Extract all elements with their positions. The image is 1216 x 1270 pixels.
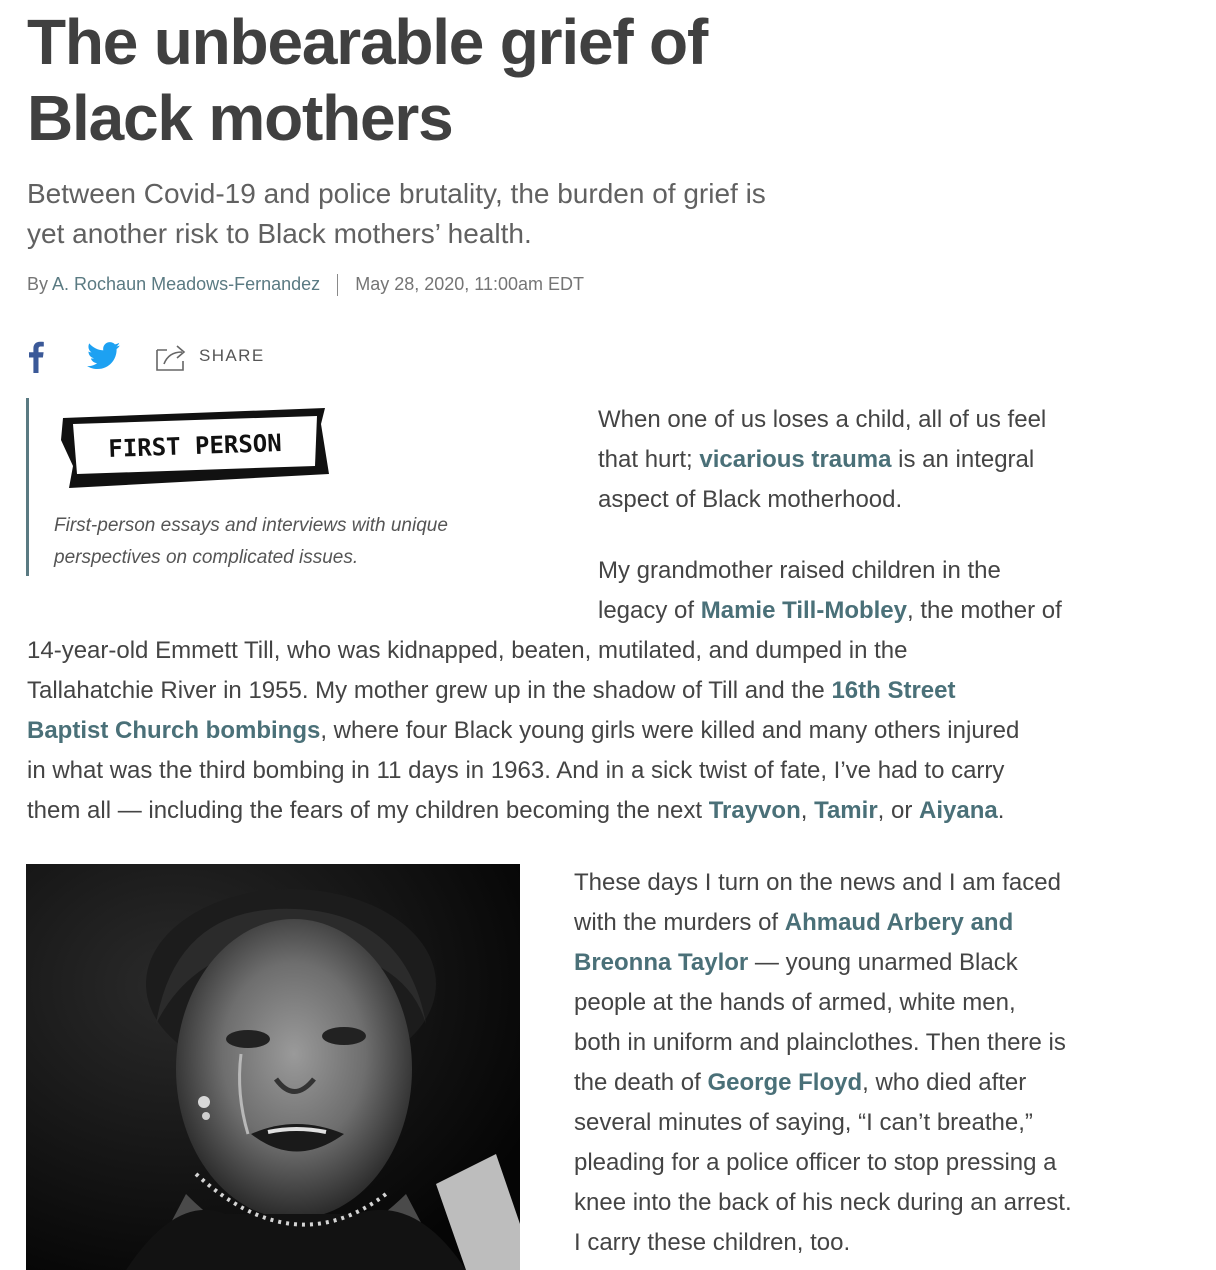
paragraph-3	[574, 863, 1134, 1263]
paragraph-1	[598, 400, 1118, 520]
text: , who died after	[862, 1069, 1027, 1096]
article-headline	[27, 4, 907, 156]
text: 14-year-old Emmett Till, who was kidnapped, beaten, mutilated, and dumped in the	[27, 637, 908, 664]
author-link[interactable]: A. Rochaun Meadows-Fernandez	[52, 274, 321, 294]
text: pleading for a police officer to stop pressing a	[574, 1149, 1057, 1176]
text: both in uniform and plainclothes. Then there is	[574, 1029, 1066, 1056]
share-icon[interactable]	[155, 342, 189, 377]
dek-line-2: yet another risk to Black mothers’ health.	[27, 218, 532, 249]
text: legacy of	[598, 597, 701, 624]
text: , the mother of	[907, 597, 1062, 624]
first-person-box	[26, 398, 529, 576]
text: aspect of Black motherhood.	[598, 486, 903, 513]
link-ahmaud-arbery[interactable]: Ahmaud Arbery and	[784, 909, 1014, 936]
text: My grandmother raised children in the	[598, 557, 1001, 584]
headline-line-1: The unbearable grief of	[27, 6, 708, 78]
text: knee into the back of his neck during an arrest.	[574, 1189, 1072, 1216]
text: When one of us loses a child, all of us feel	[598, 406, 1047, 433]
text: people at the hands of armed, white men,	[574, 989, 1016, 1016]
text: .	[997, 797, 1005, 824]
article-photo	[26, 864, 520, 1270]
link-baptist-church-bombings[interactable]: Baptist Church bombings	[27, 717, 321, 744]
headline-line-2: Black mothers	[27, 82, 453, 154]
first-person-logo	[59, 404, 331, 495]
text: them all — including the fears of my children becoming the next	[27, 797, 709, 824]
facebook-icon[interactable]	[27, 338, 45, 379]
paragraph-2-start	[598, 551, 1138, 631]
link-mamie-till-mobley[interactable]: Mamie Till-Mobley	[700, 597, 907, 624]
text: Tallahatchie River in 1955. My mother grew up in the shadow of Till and the	[27, 677, 832, 704]
link-aiyana[interactable]: Aiyana	[919, 797, 998, 824]
link-breonna-taylor[interactable]: Breonna Taylor	[574, 949, 749, 976]
text: , or	[877, 797, 919, 824]
first-person-logo-text: FIRST PERSON	[107, 428, 283, 464]
text: These days I turn on the news and I am faced	[574, 869, 1061, 896]
share-label[interactable]: SHARE	[199, 346, 265, 365]
byline-prefix: By	[27, 274, 49, 294]
twitter-icon[interactable]	[87, 342, 121, 375]
text: I carry these children, too.	[574, 1229, 851, 1256]
link-16th-street[interactable]: 16th Street	[831, 677, 956, 704]
byline-divider	[337, 274, 338, 296]
link-trayvon[interactable]: Trayvon	[708, 797, 801, 824]
text: — young unarmed Black	[748, 949, 1018, 976]
link-george-floyd[interactable]: George Floyd	[707, 1069, 863, 1096]
text: several minutes of saying, “I can’t breathe,”	[574, 1109, 1033, 1136]
article-dek	[27, 174, 927, 254]
text: is an integral	[891, 446, 1035, 473]
fp-desc-line-1: First-person essays and interviews with unique	[54, 515, 448, 536]
byline	[27, 270, 584, 298]
publish-date: May 28, 2020, 11:00am EDT	[355, 274, 585, 294]
link-tamir[interactable]: Tamir	[814, 797, 878, 824]
text: , where four Black young girls were killed and many others injured	[320, 717, 1020, 744]
text: ,	[800, 797, 815, 824]
text: with the murders of	[574, 909, 785, 936]
fp-desc-line-2: perspectives on complicated issues.	[54, 547, 359, 568]
first-person-description	[54, 510, 524, 574]
link-vicarious-trauma[interactable]: vicarious trauma	[699, 446, 892, 473]
text: in what was the third bombing in 11 days in 1963. And in a sick twist of fate, I’ve had to carry	[27, 757, 1005, 784]
paragraph-2-continued	[27, 631, 1147, 831]
text: that hurt;	[598, 446, 700, 473]
text: the death of	[574, 1069, 708, 1096]
dek-line-1: Between Covid-19 and police brutality, the burden of grief is	[27, 178, 766, 209]
